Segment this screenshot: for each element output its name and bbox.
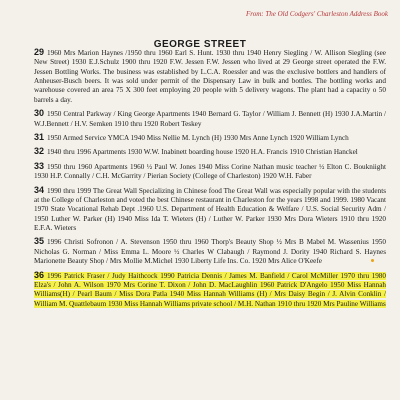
entry-text: 1950 thru 1960 Apartments 1960 ½ Paul W. Jones 1940 Miss Corine Nathan music teacher ½ Elton C. Boukniight 1930 H.P. Connally / C.H. McGarrity / Pierian Society (College of Charleston) 1920 W.H. Faber: [34, 162, 386, 181]
house-number: 30: [34, 108, 45, 119]
entry-text: 1990 thru 1999 The Great Wall Specializing in Chinese food The Great Wall was especially popular with the students at the College of Charleston and voted the best Chinese restaurant in Charleston for the years 1998 and 1999. 1980 Vacant 1970 State Vocational Rehab Dept .1960 U.S. Department of Health Education & Welfare / U.S. Social Security Adm / 1950 Luther W. Parker (H) 1940 Miss Ida T. Wieters (H) / Luther W. Parker 1930 Mrs Dora Wieters 1910 thru 1920 E.F.A. Wieters: [34, 186, 386, 232]
entry-text: 1950 Central Parkway / King George Apartments 1940 Bernard G. Taylor / William J. Bennett (H) 1930 J.A.Martin / W.J.Bennett / H.V. Semken 1910 thru 1920 Robert Teskey: [34, 110, 386, 128]
house-number: 29: [34, 47, 45, 57]
address-entry-highlighted: [34, 271, 386, 309]
house-number: 36: [34, 269, 45, 280]
address-entry: [34, 48, 386, 105]
house-number: 31: [34, 131, 45, 142]
address-entry: [34, 133, 386, 143]
address-entry: [34, 147, 386, 157]
address-entry: [34, 186, 386, 234]
entry-text: 1996 Christi Sofronon / A. Stevenson 1950 thru 1960 Thorp's Beauty Shop ½ Mrs B Mabel M. Wassenius 1950 Nicholas G. Norman / Miss Emma L. Moore ½ Charles W Clabaugh / Raymond J. Dority 1940 Richard S. Haynes Marionette Beauty Shop / Mrs Mollie M.Michel 1930 Liberty Life Ins. Co. 1920 Mrs Alice O'Keefe: [34, 238, 386, 266]
house-number: 35: [34, 236, 45, 247]
address-entry: [34, 162, 386, 182]
entry-text: 1940 thru 1996 Apartments 1930 W.W. Inabinett boarding house 1920 H.A. Francis 1910 Christian Hanckel: [47, 148, 358, 157]
entry-text: 1996 Patrick Fraser / Judy Haithcock 1990 Patricia Dennis / James M. Banfield / Carol McMiller 1970 thru 1980 Elza's / John A. Wilson 1970 Mrs Corine T. Dixon / John D. MacLaughlin 1960 Patrick D'Angelo 1950 Miss Hannah Williams(H) / Pearl Baum / Miss Dora Patla 1940 Miss Hannah Williams (H) / Mrs Daisy Begin / J. Alvin Conklin / William M. Quattlebaum 1930 Miss Hannah Williams private school / M.H. Nathan 1910 thru 1920 Mrs Pauline Williams: [34, 271, 386, 308]
address-entry: [34, 109, 386, 129]
address-entry: [34, 237, 386, 266]
house-number: 33: [34, 160, 45, 171]
highlight-marker-dot: [371, 259, 374, 262]
entry-text: 1950 Armed Service YMCA 1940 Miss Nellie M. Lynch (H) 1930 Mrs Anne Lynch 1920 William Lynch: [47, 133, 349, 142]
house-number: 34: [34, 184, 45, 195]
house-number: 32: [34, 146, 45, 157]
address-entries: [34, 48, 386, 313]
entry-text: 1960 Mrs Marion Haynes /1950 thru 1960 Earl S. Hunt. 1930 thru 1940 Henry Siegling / W. Allison Siegling (see New Street) 1930 E.J.Schulz 1900 thru 1920 F.W. Jessen F.W. Jessen who lived at 29 George street operated the F.W. Jessen Bottling Works. The business was established by L.C.A. Roessler and was the exclusive bottlers and handlers of Anheuser-Busch beers. It was sold under permit of the Dispensary Law in bulk and bottles. The bottling works and warehouse covered an area 75 X 300 feet employing 20 people with 5 delivery wagons. The plant had a capacity o 50 barrels a day.: [34, 49, 386, 104]
source-note: From: The Old Codgers' Charleston Address Book: [245, 10, 388, 18]
street-title: GEORGE STREET: [153, 39, 247, 50]
